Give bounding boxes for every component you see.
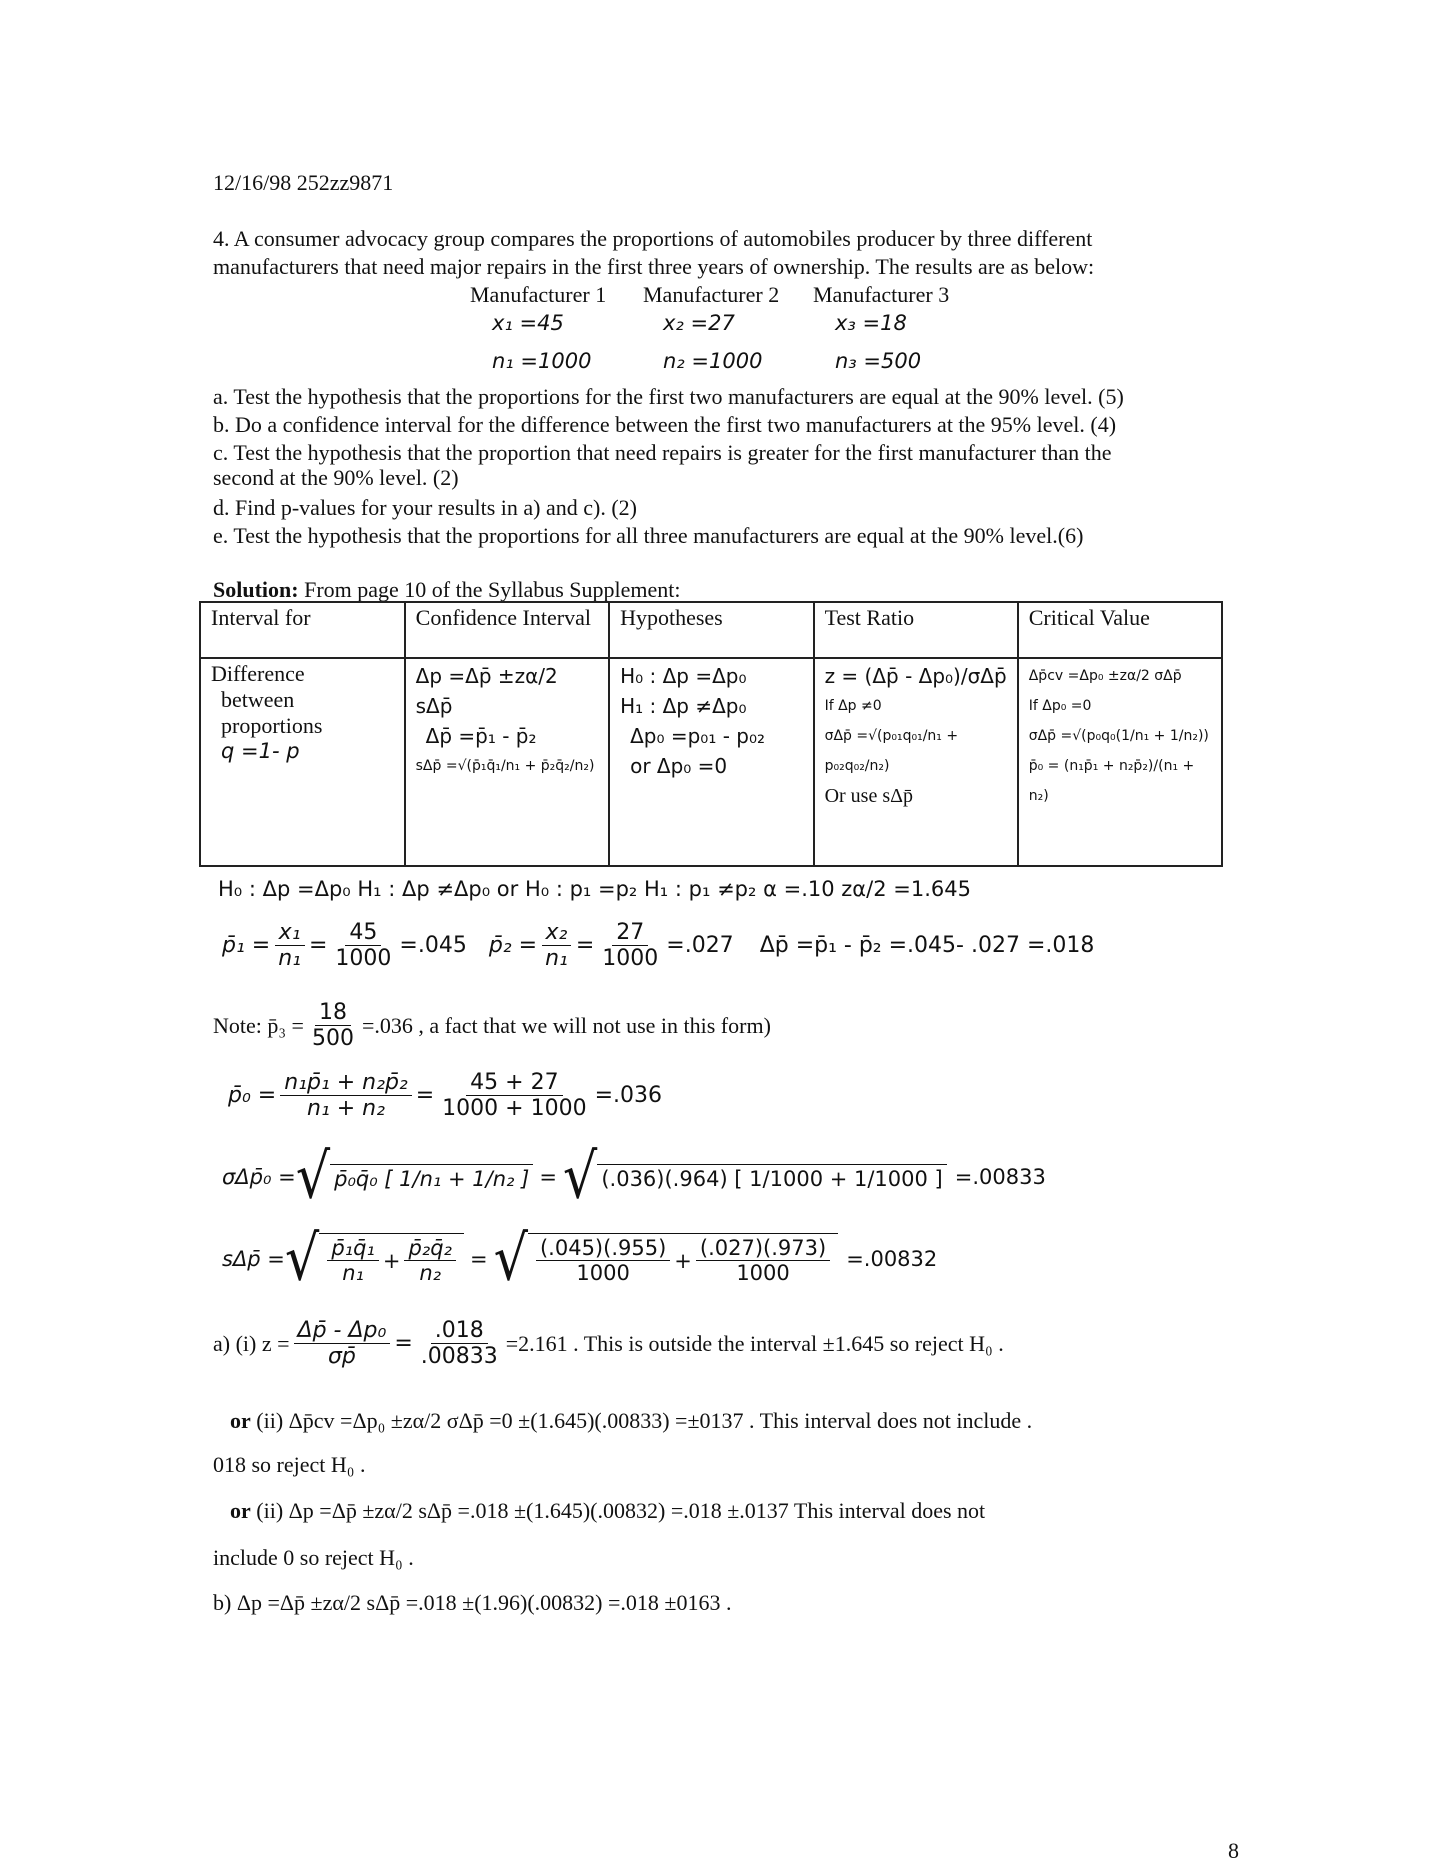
- part-a-ii-continued: 018 so reject H₀ .: [213, 1452, 366, 1477]
- col3-line: H₀ : Δp =Δp₀: [620, 664, 747, 688]
- part-a-prefix: a) (i) z =: [213, 1330, 290, 1356]
- root-body: (.036)(.964) [ 1/1000 + 1/1000 ]: [597, 1164, 946, 1191]
- sigma-root-symbolic: √ p̄₀q̄₀ [ 1/n₁ + 1/n₂ ]: [296, 1150, 534, 1204]
- s-root-numeric: √ $\frac{(.045)(.955)}{1000}$ + $\frac{(.027)(.973)}{1000}$: [494, 1232, 839, 1286]
- frac-num: .018: [431, 1318, 488, 1344]
- frac-den: n₁: [342, 1261, 364, 1285]
- p3-fraction: [308, 1000, 358, 1051]
- part-a-conclusion: =2.161 . This is outside the interval ±1.645 so reject H₀ .: [505, 1330, 1004, 1356]
- frac-den: 1000 + 1000: [442, 1096, 587, 1121]
- part-a-ii: [230, 1408, 1032, 1434]
- frac-num: Δp̄ - Δp₀: [294, 1318, 391, 1344]
- part-b-line: b) Δp =Δp̄ ±zα/2 sΔp̄ =.018 ±(1.96)(.00832) =.018 ±0163 .: [213, 1590, 732, 1615]
- col2-line: sΔp̄ =√(p̄₁q̄₁/n₁ + p̄₂q̄₂/n₂): [415, 758, 595, 774]
- part-a-iii-text: (ii) Δp =Δp̄ ±zα/2 sΔp̄ =.018 ±(1.645)(.00832) =.018 ±.0137 This interval does not: [250, 1498, 986, 1523]
- frac-den: n₁: [545, 946, 568, 971]
- header-test-ratio: Test Ratio: [814, 602, 1018, 658]
- part-e: e. Test the hypothesis that the proportions for all three manufacturers are equal at the 90% level.(6): [213, 523, 1084, 548]
- s-root-symbolic: √ $\frac{\text{p̄₁q̄₁}}{\text{n₁}}$ + $\frac{\text{p̄₂q̄₂}}{\text{n₂}}$: [285, 1232, 464, 1286]
- col5-line: p̄₀ = (n₁p̄₁ + n₂p̄₂)/(n₁ + n₂): [1028, 758, 1195, 804]
- manufacturer-2-label: Manufacturer 2: [643, 282, 780, 307]
- col3-line: or Δp₀ =0: [630, 754, 728, 778]
- sigma-root-numeric: √ (.036)(.964) [ 1/1000 + 1/1000 ]: [563, 1150, 947, 1204]
- root-body: p̄₀q̄₀ [ 1/n₁ + 1/n₂ ]: [330, 1164, 533, 1191]
- part-a: a. Test the hypothesis that the proportions for the first two manufacturers are equal at the 90% level. (5): [213, 384, 1124, 409]
- col1-line: proportions: [221, 713, 323, 738]
- part-b: b. Do a confidence interval for the difference between the first two manufacturers at the 95% level. (4): [213, 412, 1117, 437]
- frac-den: n₂: [419, 1261, 442, 1285]
- p1-result: =.045: [399, 933, 467, 958]
- solution-heading: [213, 576, 681, 604]
- frac-den: 500: [311, 1026, 354, 1051]
- frac-num: 45 + 27: [466, 1070, 562, 1096]
- col4-line: Or use sΔp̄: [824, 785, 913, 807]
- cell-hypotheses: [609, 658, 813, 866]
- hypotheses-line: H₀ : Δp =Δp₀ H₁ : Δp ≠Δp₀ or H₀ : p₁ =p₂ H₁ : p₁ ≠p₂ α =.10 zα/2 =1.645: [218, 877, 971, 901]
- frac-num: x₂: [542, 920, 572, 946]
- col3-line: H₁ : Δp ≠Δp₀: [620, 694, 747, 718]
- x3-value: x₃ =18: [835, 311, 907, 335]
- s-calculation: sΔp̄ = √ $\frac{\text{p̄₁q̄₁}}{\text{n₁}}$ + $\frac{\text{p̄₂q̄₂}}{\text{n₂}}$ = √ $\frac{(.045)(.955)}{1000}$ + $\frac{(.027)(.973)}{1000}$ =.00832: [222, 1222, 938, 1295]
- frac-den: 1000: [576, 1261, 630, 1285]
- part-a-ii-text: (ii) Δp̄cv =Δp₀ ±zα/2 σΔp̄ =0 ±(1.645)(.00833) =±0137 . This interval does not include .: [250, 1408, 1033, 1433]
- col4-line: z = (Δp̄ - Δp₀)/σΔp̄: [824, 664, 1007, 688]
- problem-line-1: 4. A consumer advocacy group compares the proportions of automobiles producer by three different: [213, 226, 1093, 251]
- col4-line: σΔp̄ =√(p₀₁q₀₁/n₁ + p₀₂q₀₂/n₂): [824, 728, 959, 774]
- p2-result: =.027: [666, 933, 734, 958]
- n2-value: n₂ =1000: [663, 349, 763, 373]
- p0-fraction-symbolic: [280, 1070, 412, 1121]
- cell-test-ratio: [814, 658, 1018, 866]
- n3-value: n₃ =500: [835, 349, 922, 373]
- col2-line: Δp̄ =p̄₁ - p̄₂: [425, 724, 537, 748]
- or-label: or: [230, 1498, 251, 1523]
- frac-num: p̄₂q̄₂: [404, 1236, 456, 1261]
- p0-calculation: p̄₀ = $\frac{\text{n₁p̄₁ + n₂p̄₂}}{\text{n₁ + n₂}}$ = $\frac{45 + 27}{1000 + 1000}$ =.036: [228, 1070, 662, 1121]
- z-fraction-symbolic: [294, 1318, 391, 1369]
- frac-num: 27: [612, 920, 648, 946]
- p2-lhs: p̄₂ =: [488, 933, 538, 958]
- cell-confidence-interval: [405, 658, 609, 866]
- frac-num: p̄₁q̄₁: [327, 1236, 379, 1261]
- cell-critical-value: [1018, 658, 1222, 866]
- table-body-row: [200, 658, 1222, 866]
- cell-interval-for: [200, 658, 405, 866]
- x1-value: x₁ =45: [492, 311, 564, 335]
- syllabus-formula-table: [199, 601, 1223, 867]
- part-a-iii: [230, 1498, 985, 1524]
- p0-result: =.036: [594, 1083, 662, 1108]
- note-line: [213, 1000, 771, 1051]
- frac-den: n₁: [278, 946, 301, 971]
- sigma-calculation: σΔp̄₀ = √ p̄₀q̄₀ [ 1/n₁ + 1/n₂ ] = √ (.036)(.964) [ 1/1000 + 1/1000 ] =.00833: [222, 1140, 1046, 1213]
- solution-label: Solution:: [213, 577, 299, 602]
- note-rest: =.036 , a fact that we will not use in this form): [361, 1012, 771, 1038]
- problem-line-2: manufacturers that need major repairs in the first three years of ownership. The results are as below:: [213, 254, 1095, 279]
- p1-fraction-symbolic: [274, 920, 305, 971]
- frac-num: 18: [315, 1000, 351, 1026]
- frac-den: 1000: [335, 946, 392, 971]
- table-header-row: [200, 602, 1222, 658]
- col5-line: If Δp₀ =0: [1028, 698, 1092, 714]
- frac-den: σp̄: [327, 1344, 356, 1369]
- page-number: 8: [1228, 1838, 1239, 1863]
- part-d: d. Find p-values for your results in a) and c). (2): [213, 495, 638, 520]
- col2-line: Δp =Δp̄ ±zα/2 sΔp̄: [415, 664, 558, 718]
- header-critical-value: Critical Value: [1018, 602, 1222, 658]
- s-lhs: sΔp̄ =: [222, 1247, 285, 1271]
- frac-den: 1000: [736, 1261, 790, 1285]
- frac-num: n₁p̄₁ + n₂p̄₂: [280, 1070, 412, 1096]
- col4-line: If Δp ≠0: [824, 698, 882, 714]
- manufacturer-1-label: Manufacturer 1: [470, 282, 607, 307]
- p0-lhs: p̄₀ =: [228, 1083, 277, 1108]
- sigma-result: =.00833: [954, 1165, 1046, 1189]
- x2-value: x₂ =27: [663, 311, 735, 335]
- p1-fraction-numeric: [331, 920, 395, 971]
- frac-den: .00833: [420, 1344, 498, 1369]
- col1-line: q =1- p: [221, 739, 300, 763]
- col1-line: between: [221, 687, 295, 712]
- col5-line: Δp̄cv =Δp₀ ±zα/2 σΔp̄: [1028, 668, 1182, 684]
- part-a-iii-continued: include 0 so reject H₀ .: [213, 1545, 414, 1570]
- p-bar-calculations: p̄₁ = $\frac{\text{x₁}}{\text{n₁}}$ = $\frac{45}{1000}$ =.045 p̄₂ = $\frac{\text{x₂}}{\text{n₁}}$ = $\frac{27}{1000}$ =.027 Δp̄ =p̄₁ - p̄₂ =.045- .027 =.018: [222, 920, 1095, 971]
- delta-p-bar-line: Δp̄ =p̄₁ - p̄₂ =.045- .027 =.018: [759, 933, 1095, 958]
- frac-den: n₁ + n₂: [307, 1096, 385, 1121]
- s-result: =.00832: [846, 1247, 938, 1271]
- part-a-i: a) (i) z = $\frac{\text{Δp̄ - Δp₀}}{\sigma p̄}$ = $\frac{.018}{.00833}$ =2.161 . This is outside the interval ±1.645 so reject H₀ .: [213, 1318, 1004, 1369]
- header-confidence-interval: Confidence Interval: [405, 602, 609, 658]
- or-label: or: [230, 1408, 251, 1433]
- p2-fraction-numeric: [598, 920, 662, 971]
- col5-line: σΔp̄ =√(p₀q₀(1/n₁ + 1/n₂)): [1028, 728, 1209, 744]
- frac-den: 1000: [602, 946, 659, 971]
- p1-lhs: p̄₁ =: [222, 933, 271, 958]
- frac-num: x₁: [275, 920, 305, 946]
- frac-num: (.045)(.955): [536, 1236, 670, 1261]
- part-c-line-1: c. Test the hypothesis that the proportion that need repairs is greater for the first manufacturer than the: [213, 440, 1112, 465]
- z-fraction-numeric: [417, 1318, 502, 1369]
- header-hypotheses: Hypotheses: [609, 602, 813, 658]
- p2-fraction-symbolic: [541, 920, 572, 971]
- note-lhs: Note: p̄₃ =: [213, 1012, 304, 1038]
- header-interval-for: Interval for: [200, 602, 405, 658]
- sigma-lhs: σΔp̄₀ =: [222, 1165, 296, 1189]
- p0-fraction-numeric: [438, 1070, 590, 1121]
- n1-value: n₁ =1000: [492, 349, 592, 373]
- solution-intro: From page 10 of the Syllabus Supplement:: [298, 577, 681, 602]
- frac-num: (.027)(.973): [696, 1236, 830, 1261]
- manufacturer-3-label: Manufacturer 3: [813, 282, 950, 307]
- part-c-line-2: second at the 90% level. (2): [213, 465, 459, 490]
- frac-num: 45: [345, 920, 381, 946]
- header-date-code: 12/16/98 252zz9871: [213, 170, 394, 195]
- col1-line: Difference: [211, 661, 305, 686]
- col3-line: Δp₀ =p₀₁ - p₀₂: [630, 724, 765, 748]
